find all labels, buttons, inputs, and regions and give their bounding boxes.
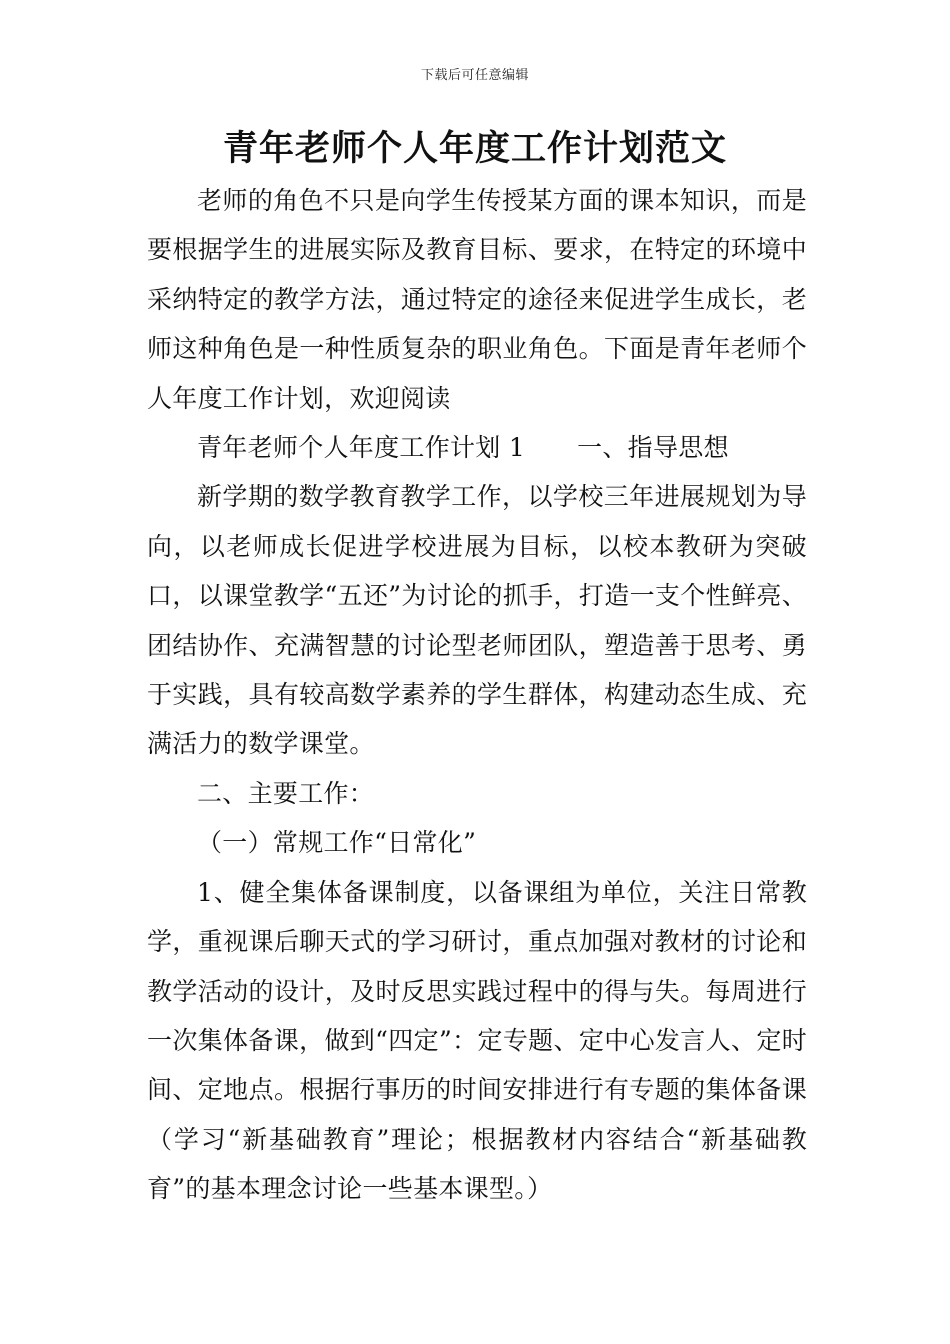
intro-paragraph: 老师的角色不只是向学生传授某方面的课本知识，而是要根据学生的进展实际及教育目标、要求，在特定的环境中采纳特定的教学方法，通过特定的途径来促进学生成长，老师这种角色是一种性质复杂的职业角色。下面是青年老师个人年度工作计划，欢迎阅读 [147,186,807,413]
section-two-heading: 二、主要工作： [197,778,375,808]
plan-heading-line [147,423,807,472]
section-one-heading: 一、指导思想 [577,433,729,463]
item-one-paragraph: 1、健全集体备课制度，以备课组为单位，关注日常教学，重视课后聊天式的学习研讨，重点加强对教材的讨论和教学活动的设计，及时反思实践过程中的得与失。每周进行一次集体备课，做到“四定”：定专题、定中心发言人、定时间、定地点。根据行事历的时间安排进行有专题的集体备课（学习“新基础教育”理论；根据教材内容结合“新基础教育”的基本理念讨论一些基本课型。） [147,877,807,1204]
header-note: 下载后可任意编辑 [420,68,529,83]
plan-heading: 青年老师个人年度工作计划 1 [197,433,526,463]
document-title: 青年老师个人年度工作计划范文 [222,129,727,169]
subsection-heading: （一）常规工作“日常化” [197,828,477,858]
document-body [147,176,807,1214]
guiding-paragraph: 新学期的数学教育教学工作，以学校三年进展规划为导向，以老师成长促进学校进展为目标，以校本教研为突破口，以课堂教学“五还”为讨论的抓手，打造一支个性鲜亮、团结协作、充满智慧的讨论型老师团队，塑造善于思考、勇于实践，具有较高数学素养的学生群体，构建动态生成、充满活力的数学课堂。 [147,482,807,759]
